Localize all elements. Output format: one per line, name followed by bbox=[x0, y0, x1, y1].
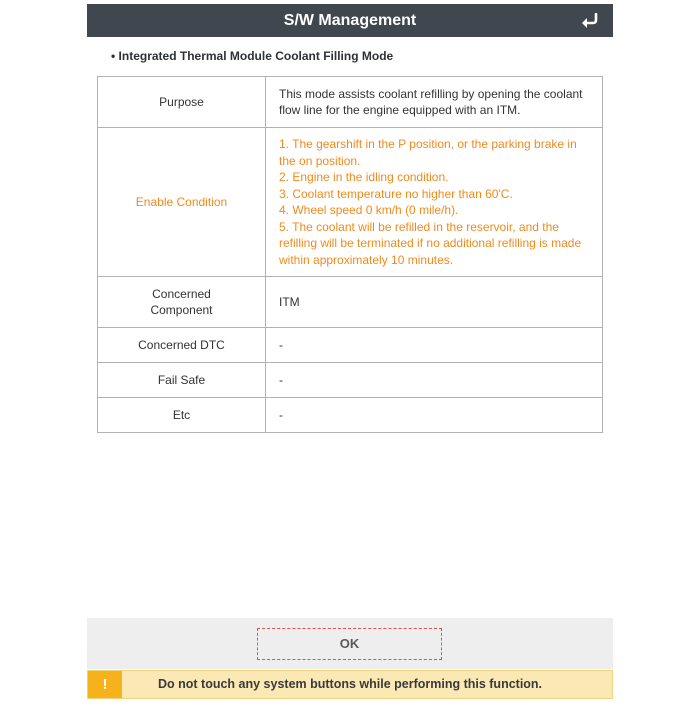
concerned-dtc-label: Concerned DTC bbox=[98, 328, 266, 363]
warning-banner bbox=[87, 670, 613, 699]
concerned-dtc-value: - bbox=[266, 328, 603, 363]
table-row bbox=[98, 363, 603, 398]
enable-condition-label: Enable Condition bbox=[98, 128, 266, 277]
exclamation-icon: ! bbox=[88, 671, 122, 698]
table-row bbox=[98, 328, 603, 363]
purpose-label: Purpose bbox=[98, 77, 266, 128]
table-row bbox=[98, 128, 603, 277]
condition-line: 4. Wheel speed 0 km/h (0 mile/h). bbox=[279, 203, 459, 217]
footer-bar bbox=[87, 618, 613, 669]
condition-line: 2. Engine in the idling condition. bbox=[279, 170, 449, 184]
fail-safe-value: - bbox=[266, 363, 603, 398]
title-bar bbox=[87, 4, 613, 37]
purpose-value: This mode assists coolant refilling by opening the coolant flow line for the engine equipped with an ITM. bbox=[266, 77, 603, 128]
condition-line: 1. The gearshift in the P position, or the parking brake in the on position. bbox=[279, 137, 577, 168]
condition-line: 3. Coolant temperature no higher than 60'C. bbox=[279, 186, 513, 201]
warning-text: Do not touch any system buttons while performing this function. bbox=[158, 677, 543, 691]
label-line: Component bbox=[150, 303, 213, 317]
return-arrow-icon bbox=[580, 13, 600, 29]
concerned-component-value: ITM bbox=[266, 277, 603, 328]
section-title: • Integrated Thermal Module Coolant Filling Mode bbox=[111, 49, 394, 63]
enable-condition-value bbox=[266, 128, 603, 277]
etc-value: - bbox=[266, 398, 603, 433]
etc-label: Etc bbox=[98, 398, 266, 433]
table-row bbox=[98, 77, 603, 128]
page-title: S/W Management bbox=[283, 12, 417, 29]
label-line: Concerned bbox=[152, 287, 211, 301]
table-row bbox=[98, 277, 603, 328]
ok-button[interactable]: OK bbox=[257, 628, 442, 660]
concerned-component-label bbox=[98, 277, 266, 328]
condition-line: 5. The coolant will be refilled in the reservoir, and the refilling will be terminated if no additional refilling is made within approximately 10 minutes. bbox=[279, 219, 582, 267]
info-table bbox=[97, 76, 603, 433]
table-row bbox=[98, 398, 603, 433]
back-button[interactable] bbox=[567, 4, 613, 37]
fail-safe-label: Fail Safe bbox=[98, 363, 266, 398]
